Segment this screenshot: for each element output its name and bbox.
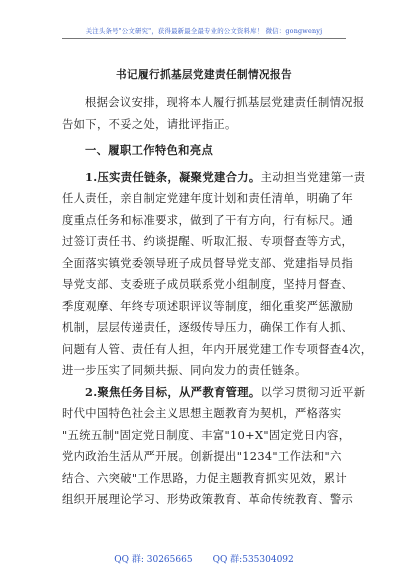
paragraph-line: 问题有人管、责任有人担，年内开展党建工作专项督查4次， (62, 342, 373, 356)
paragraph-text: 以学习贯彻习近平新 (260, 385, 366, 399)
paragraph-line: 度重点任务和标准要求，做到了干有方向，行有标尺。通 (62, 213, 354, 227)
header-divider (62, 38, 346, 39)
footer-contact (0, 552, 408, 565)
document-title: 书记履行抓基层党建责任制情况报告 (116, 69, 292, 81)
paragraph-line: 时代中国特色社会主义思想主题教育为契机，严格落实 (62, 407, 342, 420)
paragraph-text: 主动担当党建第一责 (260, 170, 366, 184)
footer-qq-group-2: QQ 群:535304092 (212, 555, 294, 565)
footer-qq-group-1: QQ 群: 30265665 (114, 555, 193, 565)
paragraph-line: 进一步压实了同频共振、同向发力的责任链条。 (62, 364, 307, 377)
paragraph-line (62, 167, 366, 189)
paragraph-line: 过签订责任书、约谈提醒、听取汇报、专项督查等方式， (62, 235, 354, 248)
intro-line: 告如下，不妥之处，请批评指正。 (62, 117, 237, 131)
header-promo: 关注头条号"公文研究"，获得最新最全最专业的公文资料库！ 微信：gongwenyj (85, 27, 323, 35)
paragraph-line: 党内政治生活从严开展。创新提出"1234"工作法和"六 (62, 450, 342, 463)
paragraph-line: 任人责任，亲自制定党建年度计划和责任清单，明确了年 (62, 192, 354, 205)
paragraph-line (62, 382, 366, 404)
paragraph-line: 全面落实镇党委领导班子成员督导党支部、党建指导员指 (62, 256, 354, 270)
paragraph-line: 机制，层层传递责任，逐级传导压力，确保工作有人抓、 (62, 321, 354, 334)
paragraph-line: 导党支部、支委班子成员联系党小组制度，坚持月督查、 (62, 278, 354, 291)
intro-line: 根据会议安排，现将本人履行抓基层党建责任制情况报 (85, 96, 365, 109)
paragraph-line: 季度观摩、年终专项述职评议等制度，细化重奖严惩激励 (62, 299, 354, 313)
paragraph-line: 结合、六突破"工作思路，力促主题教育抓实见效，累计 (62, 471, 348, 485)
paragraph-line: "五统五制"固定党日制度、丰富"10+X"固定党日内容， (62, 428, 351, 442)
document-body (62, 92, 373, 511)
section-heading: 一、履职工作特色和亮点 (85, 143, 214, 157)
paragraph-lead: 1.压实责任链条，凝聚党建合力。 (85, 169, 261, 184)
paragraph-line: 组织开展理论学习、形势政策教育、革命传统教育、警示 (62, 493, 354, 506)
paragraph-lead: 2.聚焦任务目标，从严教育管理。 (85, 384, 261, 399)
